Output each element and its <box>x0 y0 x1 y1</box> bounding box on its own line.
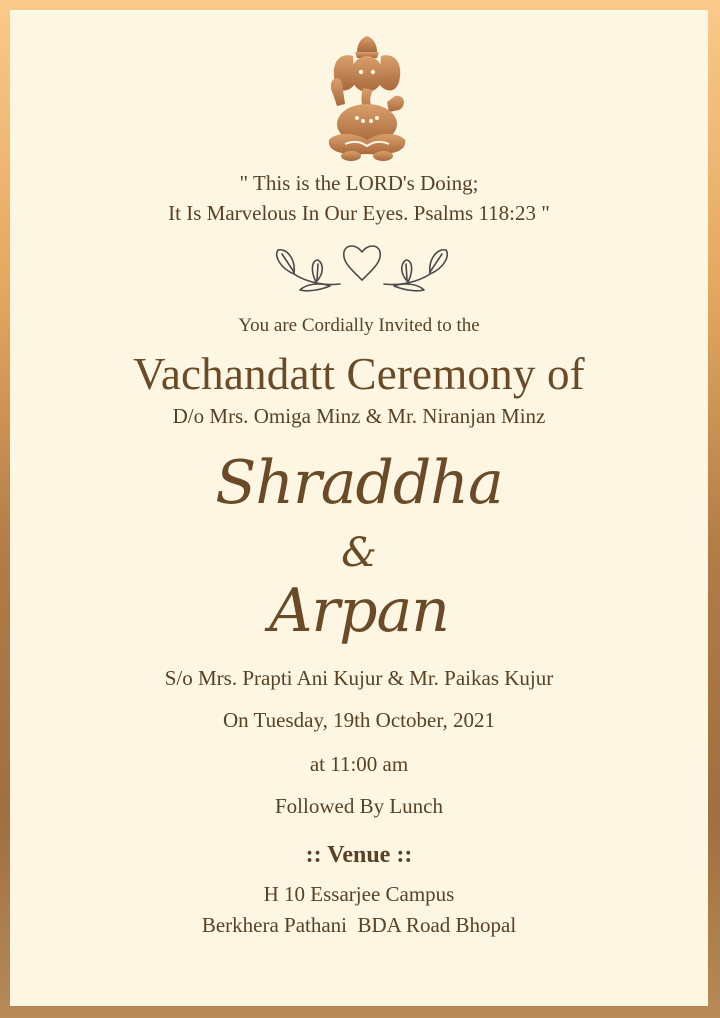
venue-address-line-2: Berkhera Pathani BDA Road Bhopal <box>201 913 517 937</box>
invitation-card <box>10 10 708 1006</box>
event-date: On Tuesday, 19th October, 2021 <box>223 708 495 732</box>
invitation-intro: You are Cordially Invited to the <box>238 315 480 336</box>
ceremony-title: Vachandatt Ceremony of <box>133 349 585 399</box>
ganesha-icon <box>315 32 419 162</box>
venue-address-line-1: H 10 Essarjee Campus <box>263 882 455 906</box>
venue-title: :: Venue :: <box>305 842 413 868</box>
bride-name: Shraddha <box>215 448 503 518</box>
event-meal: Followed By Lunch <box>275 794 443 818</box>
verse-line-1: " This is the LORD's Doing; <box>239 171 479 195</box>
groom-parents: S/o Mrs. Prapti Ani Kujur & Mr. Paikas Kujur <box>164 666 554 690</box>
heart-leaves-ornament-icon <box>272 238 452 296</box>
verse-line-2: It Is Marvelous In Our Eyes. Psalms 118:23 " <box>168 201 550 225</box>
event-time: at 11:00 am <box>309 752 409 776</box>
groom-name: Arpan <box>269 576 449 646</box>
bride-parents: D/o Mrs. Omiga Minz & Mr. Niranjan Minz <box>172 404 546 428</box>
ampersand: & <box>341 530 377 576</box>
